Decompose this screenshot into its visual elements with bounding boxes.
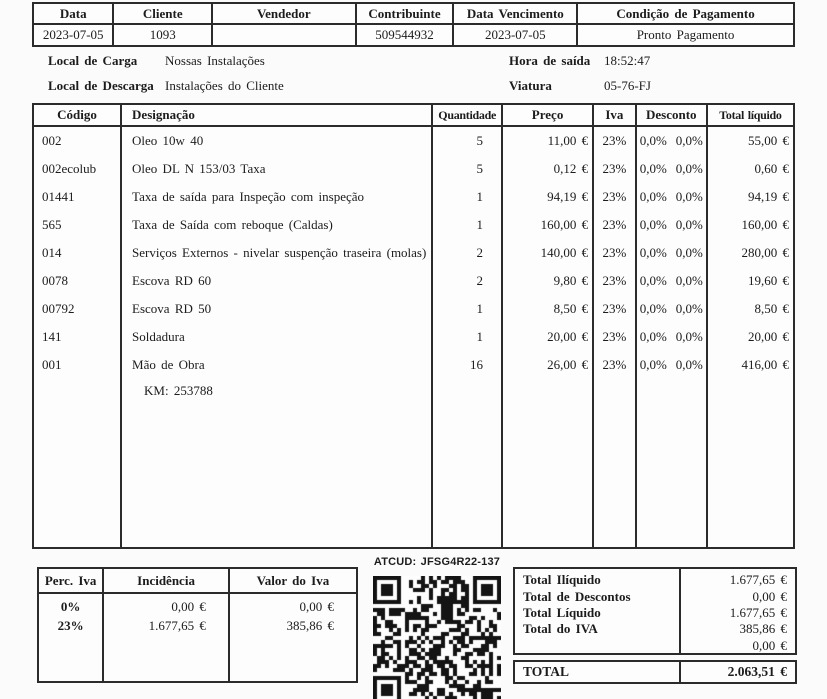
item-desconto: 0,0% 0,0%	[639, 217, 703, 232]
item-preco: 140,00 €	[540, 245, 589, 260]
item-iva: 23%	[602, 245, 627, 260]
item-quantidade: 16	[470, 357, 484, 372]
items-col-preco: Preço	[503, 105, 594, 125]
viatura-label: Viatura	[509, 78, 552, 93]
iva-valor-value: 385,86 €	[286, 617, 334, 633]
items-col-desconto: Desconto	[637, 105, 708, 125]
item-codigo: 001	[42, 357, 62, 372]
iva-perc-value: 23%	[57, 617, 84, 633]
total-iliquido-value: 1.677,65 €	[729, 572, 787, 588]
qr-code	[373, 576, 501, 699]
totals-table	[513, 567, 797, 655]
item-total: 280,00 €	[741, 245, 789, 260]
item-preco: 26,00 €	[547, 357, 589, 372]
item-quantidade: 2	[476, 245, 484, 260]
total-iliquido-label: Total Ilíquido	[523, 572, 601, 588]
designacao-column	[122, 127, 433, 547]
item-designacao: Serviços Externos - nivelar suspenção traseira (molas)	[132, 245, 427, 260]
total-liquido-label: Total Líquido	[523, 604, 601, 620]
grand-total-label: TOTAL	[515, 662, 681, 682]
atcud-label: ATCUD: JFSG4R22-137	[373, 556, 501, 568]
header-value-data: 2023-07-05	[34, 25, 114, 45]
iva-col-valor: Valor do Iva	[256, 572, 330, 588]
item-total: 94,19 €	[747, 189, 789, 204]
item-desconto: 0,0% 0,0%	[639, 301, 703, 316]
item-codigo: 0078	[42, 273, 68, 288]
item-preco: 8,50 €	[553, 301, 589, 316]
item-codigo: 014	[42, 245, 62, 260]
item-iva: 23%	[602, 301, 627, 316]
items-col-codigo: Código	[34, 105, 122, 125]
item-designacao: Oleo 10w 40	[132, 133, 204, 148]
iva-summary-header	[39, 569, 356, 594]
item-iva: 23%	[602, 133, 627, 148]
item-quantidade: 1	[476, 189, 484, 204]
item-designacao: Escova RD 50	[132, 301, 212, 316]
total-descontos-value: 0,00 €	[752, 588, 787, 604]
header-col-data-vencimento: Data Vencimento	[454, 4, 578, 25]
totals-values	[681, 569, 795, 653]
item-quantidade: 1	[476, 329, 484, 344]
grand-total-value: 2.063,51 €	[727, 664, 787, 679]
item-desconto: 0,0% 0,0%	[639, 133, 703, 148]
iva-summary-table	[37, 567, 358, 683]
item-designacao: Soldadura	[132, 329, 185, 344]
codigo-column	[34, 127, 122, 547]
iva-perc-column	[39, 594, 104, 681]
totals-labels	[515, 569, 681, 653]
preco-column	[503, 127, 594, 547]
items-col-quantidade: Quantidade	[433, 105, 503, 125]
iva-col-perc: Perc. Iva	[39, 569, 104, 592]
iva-col-incidencia: Incidência	[104, 569, 230, 592]
iva-incidencia-value: 0,00 €	[171, 598, 206, 614]
total-iva-value: 385,86 €	[739, 621, 787, 637]
header-col-data: Data	[34, 4, 114, 25]
hora-saida-value: 18:52:47	[604, 53, 651, 68]
item-desconto: 0,0% 0,0%	[639, 161, 703, 176]
item-iva: 23%	[602, 161, 627, 176]
item-desconto: 0,0% 0,0%	[639, 189, 703, 204]
item-iva: 23%	[602, 329, 627, 344]
item-desconto: 0,0% 0,0%	[639, 357, 703, 372]
viatura-value: 05-76-FJ	[604, 78, 651, 93]
local-descarga-value: Instalações do Cliente	[165, 78, 284, 93]
total-liquido-column	[708, 127, 793, 547]
header-col-contribuinte: Contribuinte	[357, 4, 455, 25]
grand-total-row	[513, 660, 797, 684]
item-designacao: Mão de Obra	[132, 357, 205, 372]
items-table	[32, 103, 795, 549]
total-extra-label	[523, 638, 679, 654]
item-designacao: Taxa de Saída com reboque (Caldas)	[132, 217, 333, 232]
item-total: 19,60 €	[747, 273, 789, 288]
iva-incidencia-column	[104, 594, 230, 681]
items-col-total-liquido: Total líquido	[719, 107, 782, 122]
item-total: 20,00 €	[747, 329, 789, 344]
iva-incidencia-value: 1.677,65 €	[148, 617, 206, 633]
item-codigo: 565	[42, 217, 62, 232]
item-quantidade: 1	[476, 301, 484, 316]
item-preco: 94,19 €	[547, 189, 589, 204]
item-preco: 20,00 €	[547, 329, 589, 344]
items-col-iva: Iva	[594, 105, 637, 125]
header-col-condicao-pagamento: Condição de Pagamento	[578, 4, 793, 25]
item-desconto: 0,0% 0,0%	[639, 245, 703, 260]
item-total: 8,50 €	[754, 301, 789, 316]
item-preco: 11,00 €	[547, 133, 589, 148]
items-col-designacao: Designação	[122, 105, 433, 125]
item-codigo: 002	[42, 133, 62, 148]
item-total: 0,60 €	[754, 161, 789, 176]
item-desconto: 0,0% 0,0%	[639, 329, 703, 344]
item-codigo: 00792	[42, 301, 75, 316]
local-carga-label: Local de Carga	[48, 53, 138, 68]
iva-perc-value: 0%	[60, 598, 81, 614]
total-iva-label: Total do IVA	[523, 621, 598, 637]
item-preco: 160,00 €	[540, 217, 589, 232]
item-total: 55,00 €	[747, 133, 789, 148]
desconto-column	[637, 127, 708, 547]
header-value-contribuinte: 509544932	[357, 25, 455, 45]
iva-summary-body	[39, 594, 356, 681]
item-designacao: Oleo DL N 153/03 Taxa	[132, 161, 266, 176]
item-iva: 23%	[602, 273, 627, 288]
item-designacao: Taxa de saída para Inspeção com inspeção	[132, 189, 365, 204]
local-descarga-label: Local de Descarga	[48, 78, 154, 93]
iva-column	[594, 127, 637, 547]
item-desconto: 0,0% 0,0%	[639, 273, 703, 288]
items-table-header	[34, 105, 793, 127]
item-codigo: 01441	[42, 189, 75, 204]
invoice-header-table	[32, 2, 795, 47]
header-value-condicao-pagamento: Pronto Pagamento	[636, 27, 735, 42]
total-descontos-label: Total de Descontos	[523, 588, 631, 604]
item-preco: 0,12 €	[553, 161, 589, 176]
item-quantidade: 2	[476, 273, 484, 288]
item-km-note: KM: 253788	[144, 383, 213, 398]
item-iva: 23%	[602, 357, 627, 372]
header-col-cliente: Cliente	[114, 4, 213, 25]
hora-saida-label: Hora de saída	[509, 53, 591, 68]
local-carga-value: Nossas Instalações	[165, 53, 265, 68]
item-quantidade: 1	[476, 217, 484, 232]
total-extra-value: 0,00 €	[752, 637, 787, 653]
item-total: 416,00 €	[741, 357, 789, 372]
iva-valor-value: 0,00 €	[299, 598, 334, 614]
items-table-body	[34, 127, 793, 547]
item-designacao: Escova RD 60	[132, 273, 212, 288]
header-value-cliente: 1093	[114, 25, 213, 45]
item-quantidade: 5	[476, 161, 484, 176]
item-preco: 9,80 €	[553, 273, 589, 288]
item-iva: 23%	[602, 217, 627, 232]
iva-valor-column	[230, 594, 356, 681]
header-value-data-vencimento: 2023-07-05	[454, 25, 578, 45]
header-value-vendedor	[213, 25, 356, 45]
total-liquido-value: 1.677,65 €	[729, 604, 787, 620]
item-quantidade: 5	[476, 133, 484, 148]
item-iva: 23%	[602, 189, 627, 204]
item-codigo: 002ecolub	[42, 161, 97, 176]
item-total: 160,00 €	[741, 217, 789, 232]
item-codigo: 141	[42, 329, 62, 344]
quantidade-column	[433, 127, 503, 547]
header-col-vendedor: Vendedor	[213, 4, 356, 25]
